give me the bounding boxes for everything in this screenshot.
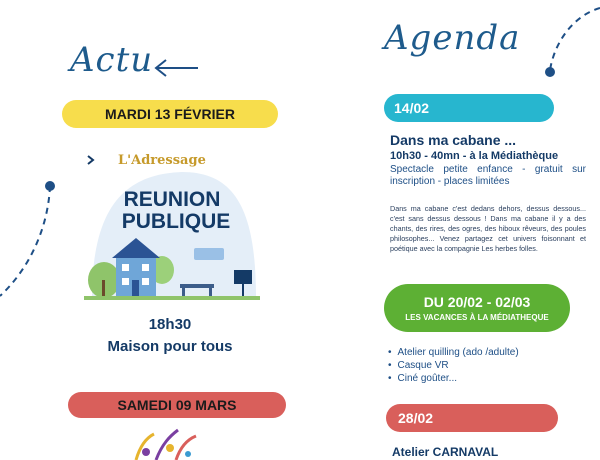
agenda-title: Agenda xyxy=(384,18,521,58)
reunion-publique-poster xyxy=(84,148,260,300)
right-dashed-curve xyxy=(550,8,600,70)
list-item: • Casque VR xyxy=(388,359,519,372)
agenda-date-badge-3: 28/02 xyxy=(386,404,558,432)
event-time: 18h30 xyxy=(148,316,192,333)
agenda-event-title-3: Atelier CARNAVAL xyxy=(392,445,499,459)
poster-line1: REUNION xyxy=(123,188,221,211)
agenda-date-badge-2 xyxy=(384,284,570,332)
actu-title: Actu xyxy=(70,40,154,80)
carnival-decoration xyxy=(126,424,206,460)
chevron-right-icon xyxy=(88,156,93,164)
agenda-event-description: Spectacle petite enfance - gratuit sur inscription - places limitées xyxy=(390,164,586,187)
list-item: • Ciné goûter... xyxy=(388,372,519,385)
agenda-event-long-text: Dans ma cabane c'est dedans dehors, dessus dessous... c'est sans dessus dessous ! Dans ma cabane il y a des chants, des rires, des ogres, des hiboux rêveurs, des poules philosophes... Venez partagez cet univers foisonnant et poétique avec la compagnie Les herbes folles. xyxy=(390,204,586,253)
event-date-badge-2: SAMEDI 09 MARS xyxy=(68,392,286,418)
left-dashed-curve xyxy=(0,186,50,296)
event-place: Maison pour tous xyxy=(107,338,233,355)
agenda-event-subtitle: 10h30 - 40mn - à la Médiathèque xyxy=(390,150,559,162)
list-item: • Atelier quilling (ado /adulte) xyxy=(388,346,519,359)
activity-list xyxy=(388,346,519,385)
agenda-date-range: DU 20/02 - 02/03 xyxy=(423,294,531,310)
arrow-left-icon xyxy=(156,60,198,76)
agenda-date-badge-1: 14/02 xyxy=(384,94,554,122)
agenda-date-subtitle: LES VACANCES À LA MÉDIATHEQUE xyxy=(405,313,549,322)
right-dot xyxy=(545,67,555,77)
agenda-event-title: Dans ma cabane ... xyxy=(390,132,517,148)
adressage-logo: L'Adressage xyxy=(118,153,206,168)
event-date-badge: MARDI 13 FÉVRIER xyxy=(62,100,278,128)
left-dot xyxy=(45,181,55,191)
poster-line2: PUBLIQUE xyxy=(121,210,231,233)
